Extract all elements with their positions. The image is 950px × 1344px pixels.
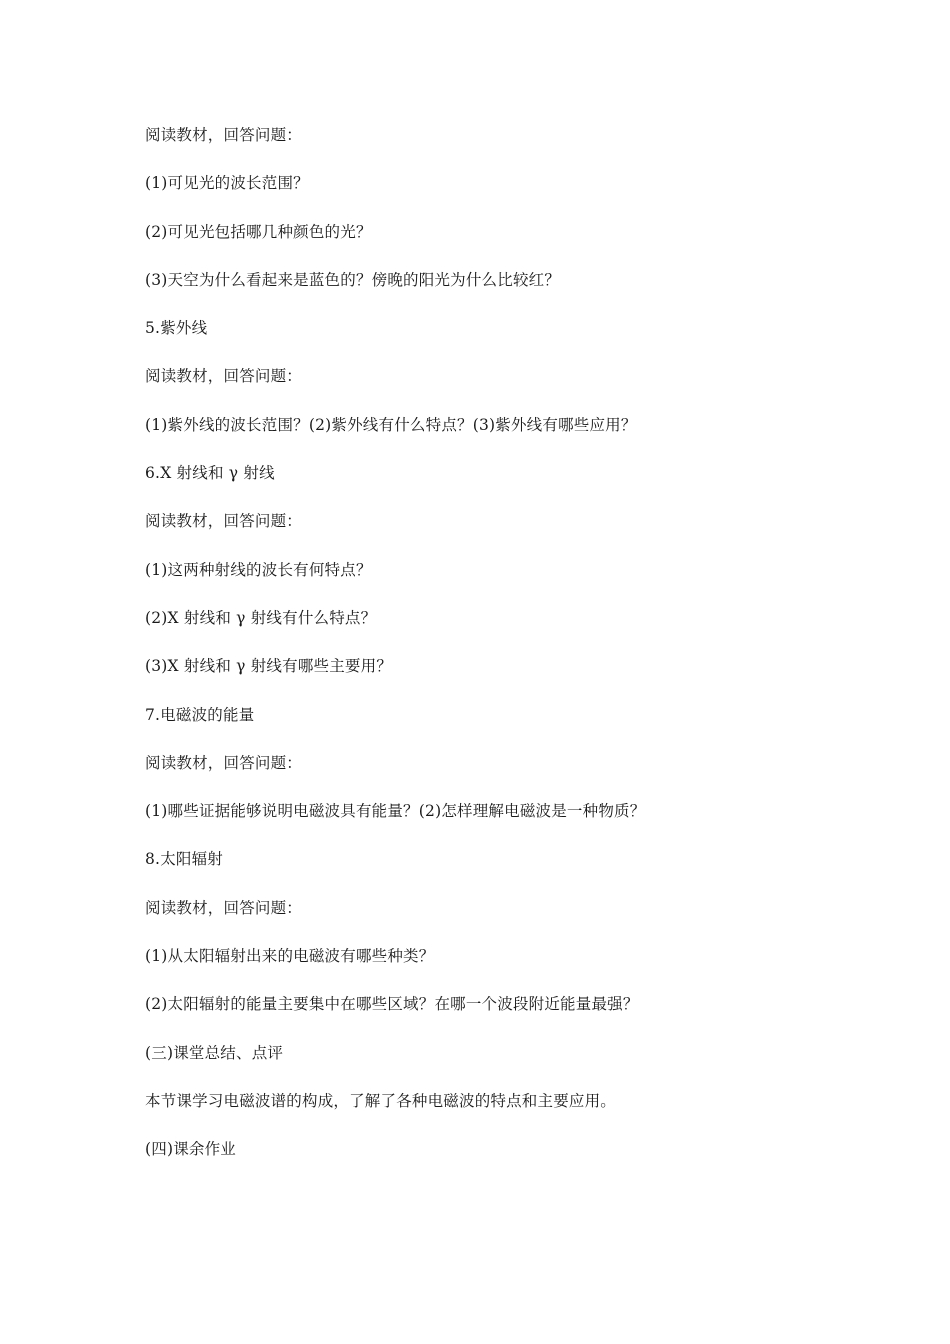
question-item: (1)从太阳辐射出来的电磁波有哪些种类？ bbox=[145, 947, 435, 966]
document-body bbox=[145, 124, 845, 1187]
instruction-text: 阅读教材，回答问题： bbox=[145, 753, 303, 772]
question-item: (1)可见光的波长范围？ bbox=[145, 174, 309, 193]
question-item: (1)紫外线的波长范围？(2)紫外线有什么特点？(3)紫外线有哪些应用？ bbox=[145, 415, 637, 434]
instruction-text: 阅读教材，回答问题： bbox=[145, 126, 303, 144]
summary-text: 本节课学习电磁波谱的构成，了解了各种电磁波的特点和主要应用。 bbox=[145, 1091, 617, 1110]
section-heading-solar-radiation: 8.太阳辐射 bbox=[145, 850, 223, 869]
question-item: (3)X 射线和 γ 射线有哪些主要用？ bbox=[145, 657, 393, 676]
instruction-text: 阅读教材，回答问题： bbox=[145, 367, 303, 386]
section-heading-em-energy: 7.电磁波的能量 bbox=[145, 705, 255, 724]
instruction-text: 阅读教材，回答问题： bbox=[145, 898, 303, 917]
instruction-text: 阅读教材，回答问题： bbox=[145, 512, 303, 531]
question-item: (2)可见光包括哪几种颜色的光？ bbox=[145, 222, 372, 241]
question-item: (1)哪些证据能够说明电磁波具有能量？(2)怎样理解电磁波是一种物质？ bbox=[145, 802, 646, 821]
question-item: (3)天空为什么看起来是蓝色的？傍晚的阳光为什么比较红？ bbox=[145, 270, 561, 289]
section-heading-summary: (三)课堂总结、点评 bbox=[145, 1043, 284, 1062]
section-heading-xray-gamma: 6.X 射线和 γ 射线 bbox=[145, 464, 275, 483]
section-heading-ultraviolet: 5.紫外线 bbox=[145, 319, 208, 338]
question-item: (2)太阳辐射的能量主要集中在哪些区域？在哪一个波段附近能量最强？ bbox=[145, 995, 639, 1014]
section-heading-homework: (四)课余作业 bbox=[145, 1140, 236, 1159]
question-item: (2)X 射线和 γ 射线有什么特点？ bbox=[145, 608, 377, 627]
question-item: (1)这两种射线的波长有何特点？ bbox=[145, 560, 372, 579]
